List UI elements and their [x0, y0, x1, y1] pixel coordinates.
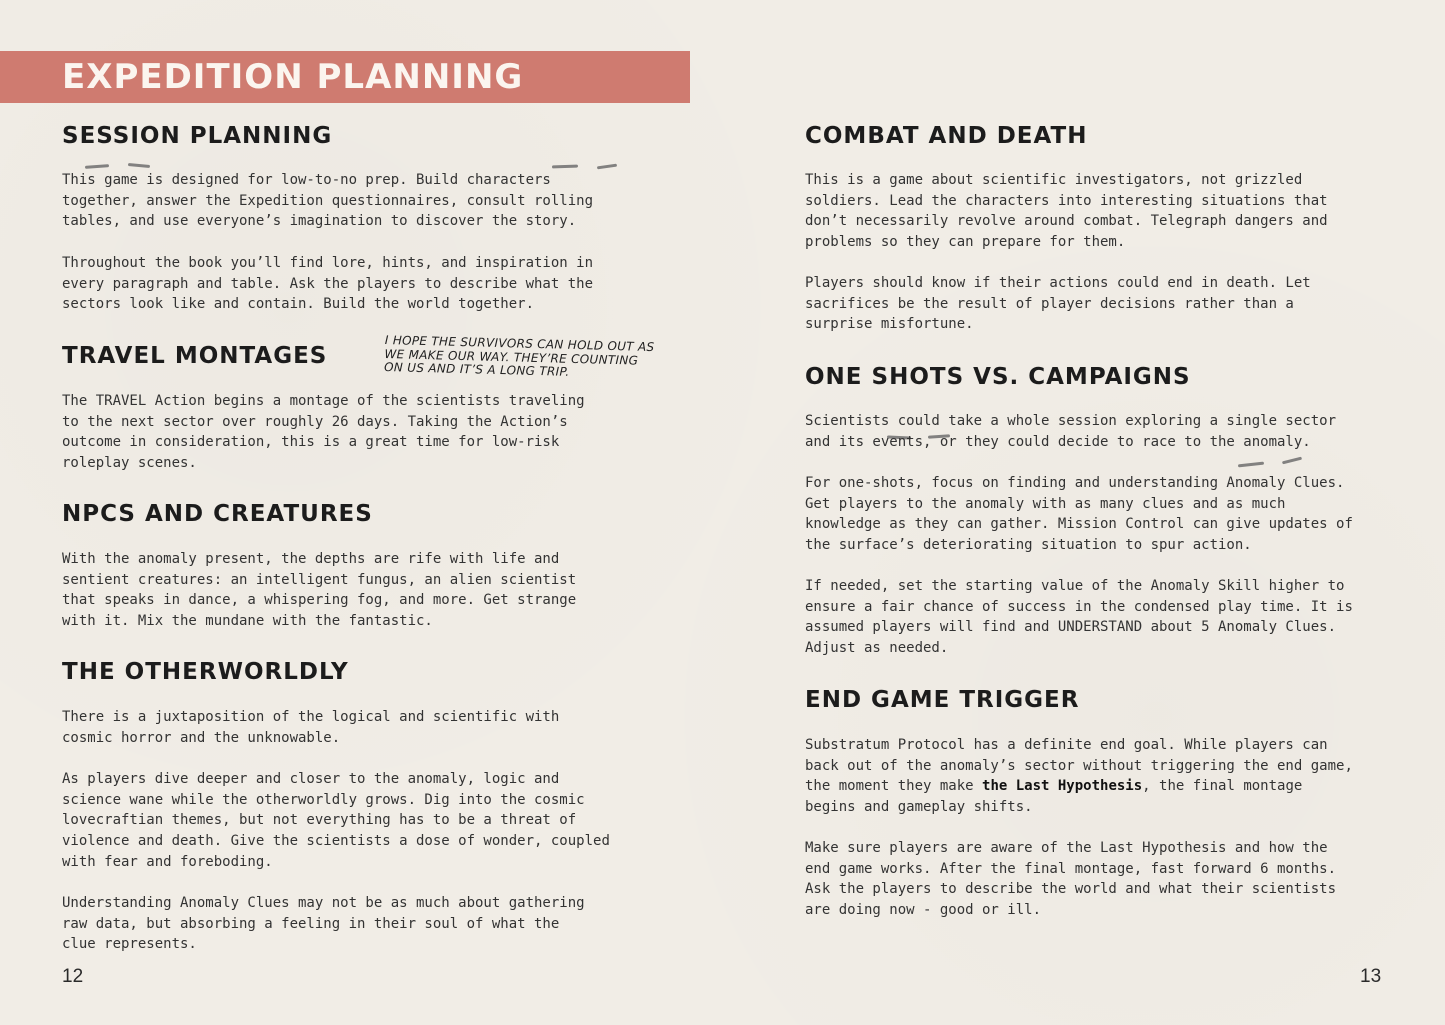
handwritten-note-text: I HOPE THE SURVIVORS CAN HOLD OUT AS WE MAKE OUR WAY. THEY’RE COUNTING ON US AND IT’S A LONG TRIP.: [383, 333, 655, 379]
end-game-text-after: , the final montage begins and gameplay shifts.: [805, 778, 1303, 816]
otherworldly-paragraph-3: Understanding Anomaly Clues may not be as much about gathering raw data, but absorbing a feeling in their soul of what the clue represents.: [62, 895, 585, 953]
section-heading-otherworldly: THE OTHERWORLDLY: [62, 659, 349, 685]
combat-paragraph-1: This is a game about scientific investigators, not grizzled soldiers. Lead the characters into interesting situations that don’t necessarily revolve around combat. Telegraph dangers and problems so they can prepare for them.: [805, 172, 1328, 251]
section-heading-one-shots: ONE SHOTS VS. CAMPAIGNS: [805, 364, 1191, 390]
last-hypothesis-emphasis: the Last Hypothesis: [982, 778, 1143, 795]
combat-paragraph-2: Players should know if their actions could end in death. Let sacrifices be the result of player decisions rather than a surprise misfortune.: [805, 275, 1311, 333]
section-heading-session-planning: SESSION PLANNING: [62, 123, 333, 149]
npcs-paragraph: With the anomaly present, the depths are rife with life and sentient creatures: an intelligent fungus, an alien scientist that speaks in dance, a whispering fog, and more. Get strange with it. Mix the mundane with the fantastic.: [62, 551, 577, 630]
one-shots-paragraph-3: If needed, set the starting value of the Anomaly Skill higher to ensure a fair chance of success in the condensed play time. It is assumed players will find and UNDERSTAND about 5 Anomaly Clues. Adjust as needed.: [805, 578, 1353, 657]
page-number-right: 13: [1360, 966, 1382, 987]
page-number-left: 12: [62, 966, 84, 987]
end-game-text-before: Substratum Protocol has a definite end goal. While players can back out of the anomaly’s sector without triggering the end game, the moment they make: [805, 737, 1353, 795]
end-game-paragraph-2: Make sure players are aware of the Last Hypothesis and how the end game works. After the final montage, fast forward 6 months. Ask the players to describe the world and what their scientists are doing now - good or ill.: [805, 840, 1337, 919]
session-planning-paragraph-1: This game is designed for low-to-no prep. Build characters together, answer the Expedition questionnaires, consult rolling tables, and use everyone’s imagination to discover the story.: [62, 172, 594, 230]
session-planning-paragraph-2: Throughout the book you’ll find lore, hints, and inspiration in every paragraph and table. Ask the players to describe what the sectors look like and contain. Build the world together.: [62, 255, 594, 313]
section-heading-travel-montages: TRAVEL MONTAGES: [62, 343, 328, 369]
one-shots-paragraph-2: For one-shots, focus on finding and understanding Anomaly Clues. Get players to the anomaly with as many clues and as much knowledge as they can gather. Mission Control can give updates of the surface’s deteriorating situation to spur action.: [805, 475, 1353, 554]
handwritten-note: [384, 334, 695, 383]
one-shots-paragraph-1: Scientists could take a whole session exploring a single sector and its events, or they could decide to race to the anomaly.: [805, 413, 1337, 450]
section-heading-npcs: NPCS AND CREATURES: [62, 501, 373, 527]
page-title: EXPEDITION PLANNING: [62, 57, 524, 97]
section-heading-combat: COMBAT AND DEATH: [805, 123, 1088, 149]
otherworldly-paragraph-2: As players dive deeper and closer to the anomaly, logic and science wane while the otherworldly grows. Dig into the cosmic lovecraftian themes, but not everything has to be a threat of violence and death. Give the scientists a dose of wonder, coupled with fear and foreboding.: [62, 771, 610, 870]
end-game-paragraph-1: [805, 735, 1405, 818]
travel-montages-paragraph: The TRAVEL Action begins a montage of the scientists traveling to the next sector over roughly 26 days. Taking the Action’s outcome in consideration, this is a great time for low-risk roleplay scenes.: [62, 393, 585, 472]
otherworldly-paragraph-1: There is a juxtaposition of the logical and scientific with cosmic horror and the unknowable.: [62, 709, 560, 746]
section-heading-end-game: END GAME TRIGGER: [805, 687, 1080, 713]
